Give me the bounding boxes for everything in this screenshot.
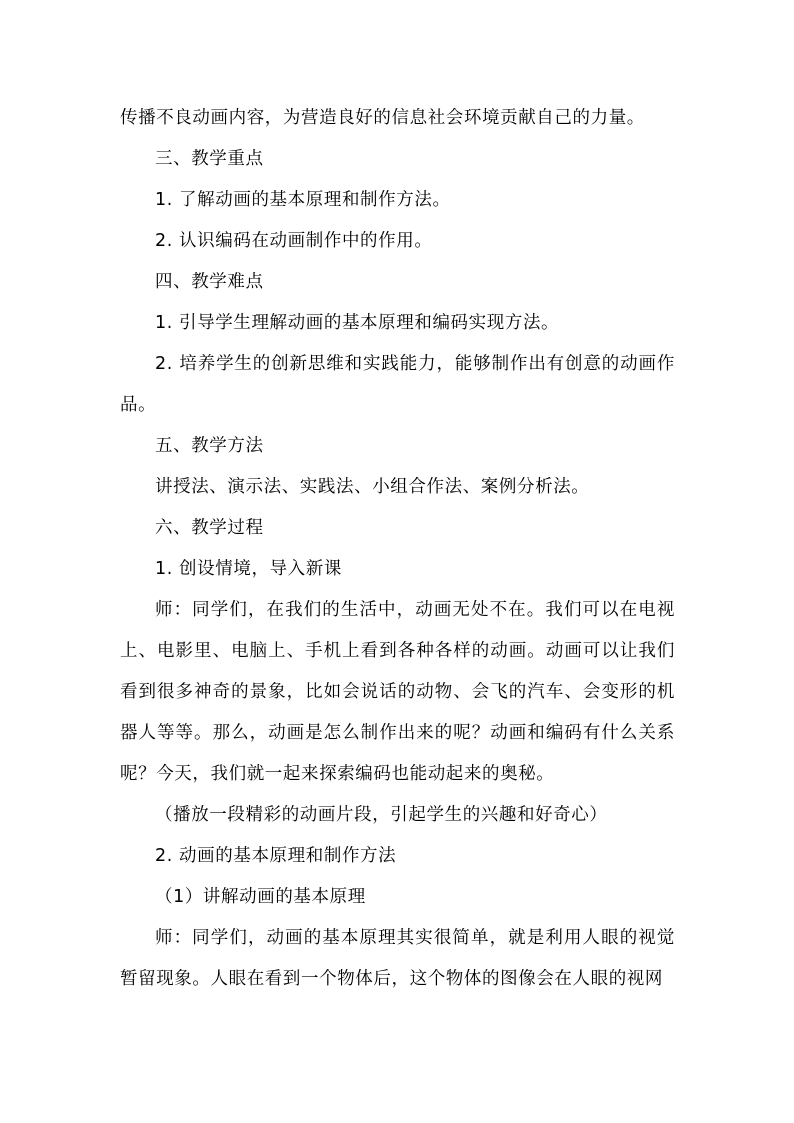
process-step-1-heading: 1. 创设情境，导入新课 (155, 559, 342, 579)
focus-item-2: 2. 认识编码在动画制作中的作用。 (155, 231, 433, 251)
focus-item-1: 1. 了解动画的基本原理和制作方法。 (155, 190, 451, 210)
continuation-paragraph: 传播不良动画内容，为营造良好的信息社会环境贡献自己的力量。 (120, 108, 645, 128)
difficulty-item-1: 1. 引导学生理解动画的基本原理和编码实现方法。 (155, 313, 560, 333)
section-heading-teaching-process: 六、教学过程 (155, 518, 264, 538)
process-step-2-heading: 2. 动画的基本原理和制作方法 (155, 846, 397, 866)
teacher-principle-paragraph: 师：同学们，动画的基本原理其实很简单，就是利用人眼的视觉暂留现象。人眼在看到一个物体后，这个物体的图像会在人眼的视网 (120, 928, 675, 989)
stage-direction-paragraph: （播放一段精彩的动画片段，引起学生的兴趣和好奇心） (155, 805, 608, 825)
section-heading-teaching-focus: 三、教学重点 (155, 149, 264, 169)
document-body (120, 98, 675, 1000)
section-heading-teaching-difficulties: 四、教学难点 (155, 272, 264, 292)
methods-paragraph: 讲授法、演示法、实践法、小组合作法、案例分析法。 (155, 477, 590, 497)
subsection-1-heading: （1）讲解动画的基本原理 (155, 887, 366, 907)
difficulty-item-2: 2. 培养学生的创新思维和实践能力，能够制作出有创意的动画作品。 (120, 354, 675, 415)
section-heading-teaching-methods: 五、教学方法 (155, 436, 264, 456)
teacher-intro-paragraph: 师：同学们，在我们的生活中，动画无处不在。我们可以在电视上、电影里、电脑上、手机上看到各种各样的动画。动画可以让我们看到很多神奇的景象，比如会说话的动物、会飞的汽车、会变形的机器人等等。那么，动画是怎么制作出来的呢？动画和编码有什么关系呢？今天，我们就一起来探索编码也能动起来的奥秘。 (120, 600, 675, 784)
